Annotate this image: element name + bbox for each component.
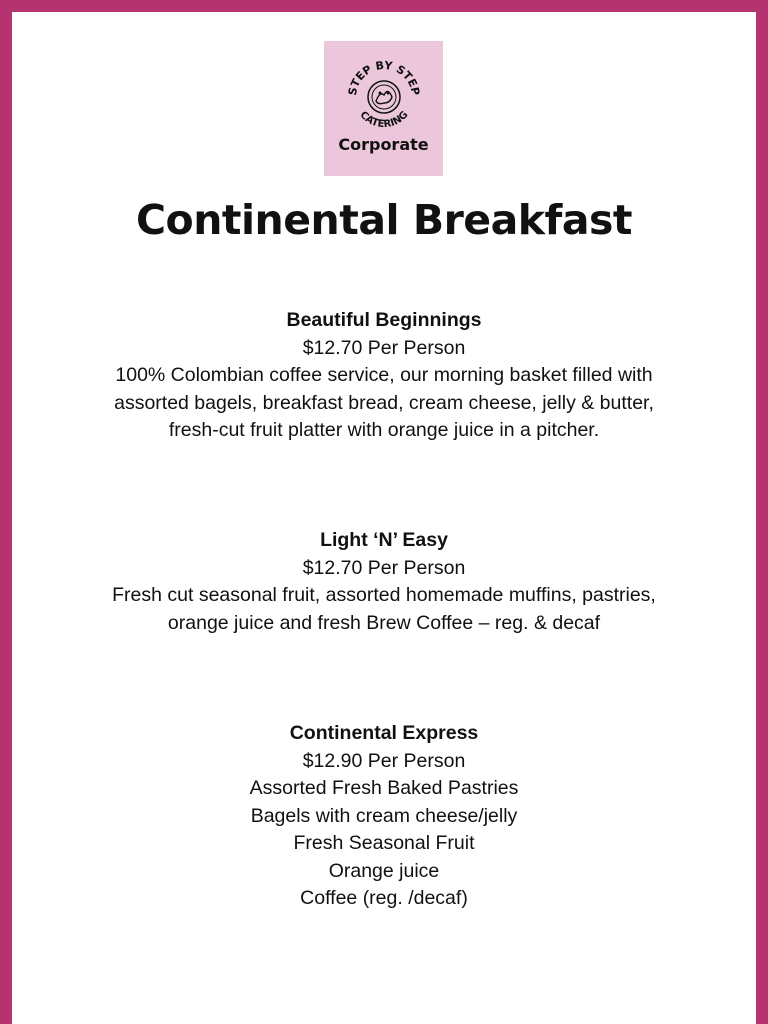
package-description-line: 100% Colombian coffee service, our morning basket filled with (115, 364, 653, 386)
logo-emblem-icon (324, 41, 443, 141)
package-description-line: assorted bagels, breakfast bread, cream cheese, jelly & butter, (114, 391, 654, 414)
package-item: Bagels with cream cheese/jelly (250, 804, 518, 827)
svg-text:STEP BY STEP: STEP BY STEP (345, 58, 423, 97)
menu-package-continental-express (40, 720, 728, 913)
package-price: $12.90 Per Person (302, 749, 466, 772)
package-item: Orange juice (328, 859, 440, 882)
package-description-line: Fresh cut seasonal fruit, assorted homemade muffins, pastries, (112, 584, 656, 606)
page-title: Continental Breakfast (135, 196, 633, 244)
logo-caption: Corporate (338, 135, 429, 154)
step-by-step-catering-logo (324, 41, 443, 176)
menu-package-light-n-easy (40, 527, 728, 637)
package-name: Beautiful Beginnings (286, 309, 482, 331)
package-description-line: fresh-cut fruit platter with orange juice in a pitcher. (168, 419, 600, 441)
package-item: Assorted Fresh Baked Pastries (249, 777, 519, 799)
package-price: $12.70 Per Person (302, 336, 466, 359)
package-name: Light ‘N’ Easy (320, 529, 448, 551)
svg-text:CATERING: CATERING (357, 109, 411, 131)
package-name: Continental Express (289, 722, 479, 744)
package-price: $12.70 Per Person (302, 556, 466, 579)
menu-package-beautiful-beginnings (40, 307, 728, 445)
package-item: Coffee (reg. /decaf) (300, 887, 468, 909)
package-item: Fresh Seasonal Fruit (293, 832, 475, 854)
package-description-line: orange juice and fresh Brew Coffee – reg. & decaf (167, 611, 601, 634)
